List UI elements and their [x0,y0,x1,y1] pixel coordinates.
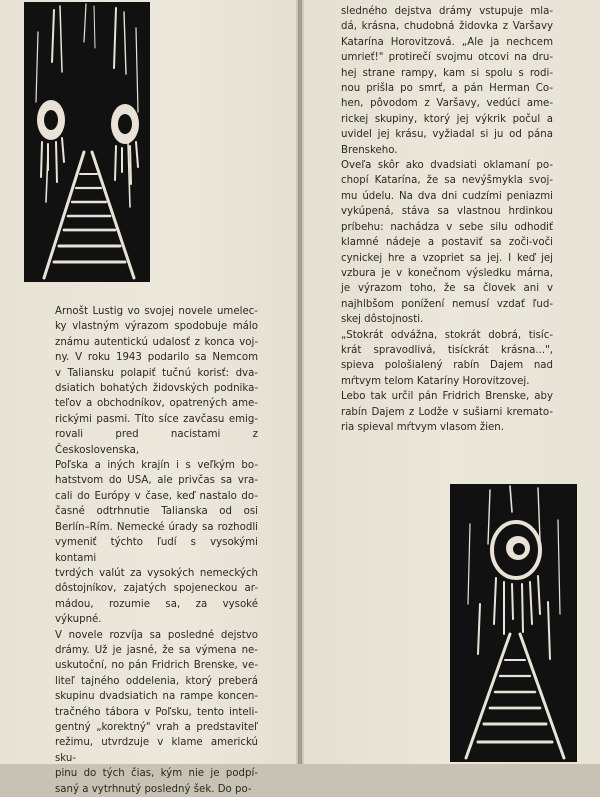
text-line: sledného dejstva drámy vstupuje mla- [341,6,553,17]
text-line: liteľ tajného oddelenia, ktorý preberá [55,675,258,687]
text-line: mádou, rozumie sa, za vysoké výkupné. [55,598,258,626]
text-line: Arnošt Lustig vo svojej novele umelec- [55,306,258,317]
text-line: Oveľa skôr ako dvadsiati oklamaní po- [341,160,553,172]
text-line: hatstvom do USA, ale privčas sa vra- [55,475,258,487]
text-line: Lebo tak určil pán Fridrich Brenske, aby [341,391,553,403]
text-line: spieva pološialený rabín Dajem nad [341,360,553,372]
text-line: ny. V roku 1943 podarilo sa Nemcom [55,352,258,364]
right-blurb-text [341,4,553,435]
text-line: nou prišla po smrť, a pán Herman Co- [341,83,553,95]
text-line: tračného tábora v Poľsku, tento inteli- [55,706,258,718]
text-line: známu autentickú udalosť z konca voj- [55,336,258,348]
text-line: mu údelu. Na dva dni cudzími peniazmi [341,190,553,202]
text-line: rovali pred nacistami z Československa, [55,429,258,456]
woodcut-bottom-art [450,484,577,762]
woodcut-illustration-top [24,2,150,282]
text-line: dôstojníkov, zajatých spojeneckou ar- [55,583,258,595]
text-line: vykúpená, stáva sa vlastnou hrdinkou [341,206,553,218]
text-line: hej strane rampy, kam si spolu s rodi- [341,67,553,79]
woodcut-illustration-bottom [450,484,577,762]
text-line: Katarína Horovitzová. „Ale ja nechcem [341,36,553,48]
text-line: skej dôstojnosti. [341,314,424,326]
text-line: vzbura je v konečnom výsledku márna, [341,267,553,279]
text-line: uskutoční, no pán Fridrich Brenske, ve- [55,660,258,672]
text-line: V novele rozvíja sa posledné dejstvo [55,629,258,641]
text-line: skupinu dvadsiatich na rampe koncen- [55,691,258,703]
text-line: tvrdých valút za vysokých nemeckých [55,567,258,579]
text-line: rickej skupiny, ktorý jej výkrik počul a [341,113,553,125]
text-line: hen, pôvodom z Varšavy, vedúci ame- [341,98,553,110]
text-line: najhlbšom ponížení nemusí vzdať ľud- [341,298,553,310]
text-line: dá, krásna, chudobná židovka z Varšavy [341,21,553,33]
text-line: gentný „korektný" vrah a predstaviteľ [55,721,258,733]
text-line: cali do Európy v čase, keď nastalo do- [55,490,258,502]
text-line: režimu, utvrdzuje v klame americkú sku- [55,737,258,764]
text-line: umrieť!" protirečí svojmu otcovi na dru- [341,52,553,64]
text-line: Berlín–Rím. Nemecké úrady sa rozhodli [55,521,258,533]
woodcut-top-art [24,2,150,282]
text-line: časné odtrhnutie Talianska od osi [55,506,258,518]
text-line: „Stokrát odvážna, stokrát dobrá, tisíc- [341,329,553,341]
text-line: rickými pasmi. Títo síce zavčasu emig- [55,413,258,425]
text-line: príbehu: nachádza v sebe silu odhodiť [341,221,553,233]
text-line: uvidel jej krásu, vyžiadal si ju od pána [341,129,553,141]
text-line: krát spravodlivá, tisíckrát krásna...", [341,344,553,356]
flap-fold-divider [296,0,304,764]
text-line: dsiatich bohatých židovských podnika- [55,383,258,395]
left-blurb-text [55,304,258,797]
text-line: drámy. Už je jasné, že sa výmena ne- [55,644,258,656]
text-line: klamné nádeje a postaviť sa zoči-voči [341,237,553,249]
text-line: mŕtvym telom Kataríny Horovitzovej. [341,375,530,387]
text-line: Poľska a iných krajín i s veľkým bo- [55,460,258,472]
text-line: ky vlastným výrazom spodobuje málo [55,321,258,333]
text-line: je výrazom toho, že sa človek ani v [341,283,553,295]
text-line: cynickej hre a vzopriet sa jej. I keď jej [341,252,553,264]
text-line: ria spieval mŕtvym vlasom žien. [341,421,504,433]
text-line: teľov a obchodníkov, opatrených ame- [55,398,258,410]
text-line: rabín Dajem z Lodže v sušiarni kremato- [341,406,553,418]
text-line: vymeniť týchto ľudí s vysokými kontami [55,537,258,564]
text-line: pinu do tých čias, kým nie je podpí- [55,768,258,780]
text-line: Brenskeho. [341,144,398,156]
text-line: saný a vytrhnutý posledný šek. Do po- [55,783,252,795]
text-line: v Taliansku polapiť tučnú korisť: dva- [55,367,258,379]
text-line: chopí Katarína, že sa nevýšmykla svoj- [341,175,553,187]
